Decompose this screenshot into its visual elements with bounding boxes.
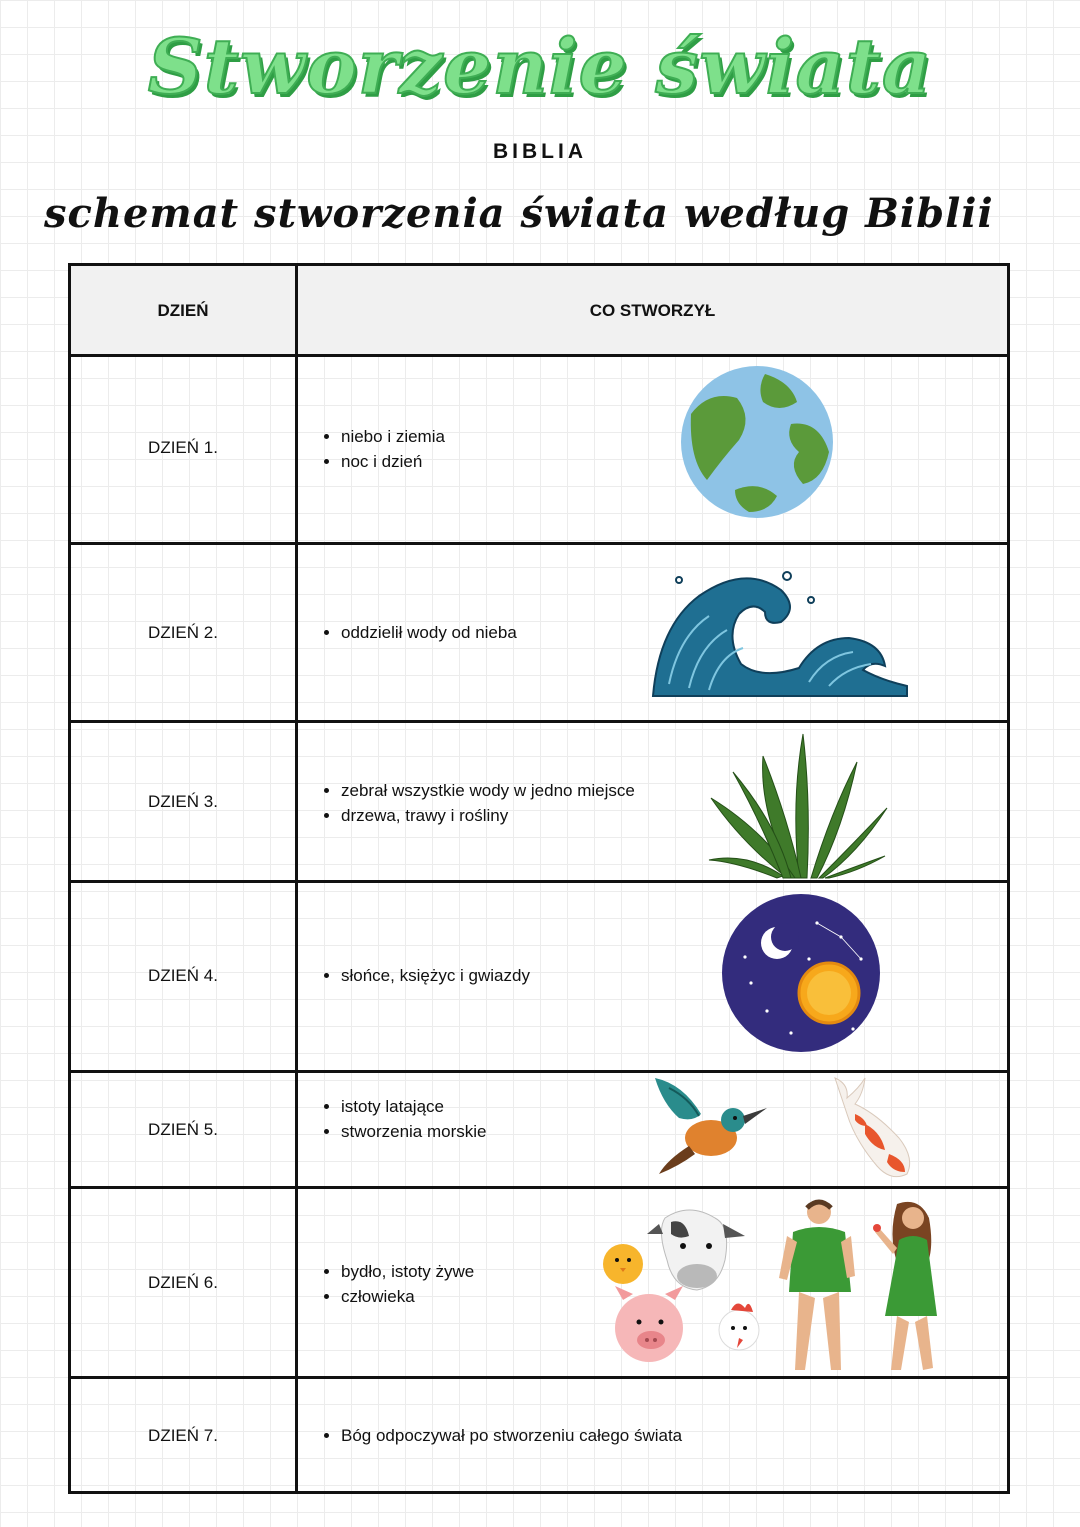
list-item: • stworzenia morskie xyxy=(341,1119,487,1144)
day-label-4: DZIEŃ 4. xyxy=(148,966,218,985)
creation-table xyxy=(68,263,1010,1494)
day-label-2: DZIEŃ 2. xyxy=(148,623,218,642)
list-item: • zebrał wszystkie wody w jedno miejsce xyxy=(341,778,635,803)
day-label-6: DZIEŃ 6. xyxy=(148,1273,218,1292)
items-day-4 xyxy=(321,963,530,988)
fish-icon xyxy=(825,1074,921,1182)
list-item: • noc i dzień xyxy=(341,449,445,474)
items-day-5 xyxy=(321,1094,487,1144)
plant-icon xyxy=(707,732,891,880)
list-item: • drzewa, trawy i rośliny xyxy=(341,803,635,828)
list-item: • bydło, istoty żywe xyxy=(341,1259,474,1284)
section-heading: schemat stworzenia świata według Biblii xyxy=(44,190,994,237)
header-day: DZIEŃ xyxy=(157,301,209,320)
list-item: • słońce, księżyc i gwiazdy xyxy=(341,963,530,988)
page-subtitle: BIBLIA xyxy=(493,140,587,163)
list-item: • Bóg odpoczywał po stworzeniu całego świata xyxy=(341,1423,682,1448)
night-sky-icon xyxy=(721,893,881,1053)
items-day-6 xyxy=(321,1259,474,1309)
items-day-3 xyxy=(321,778,635,828)
day-label-3: DZIEŃ 3. xyxy=(148,792,218,811)
page-title: Stworzenie świata xyxy=(147,22,933,111)
farm-animals-icon xyxy=(599,1200,765,1370)
day-label-7: DZIEŃ 7. xyxy=(148,1426,218,1445)
list-item: • istoty latające xyxy=(341,1094,487,1119)
list-item: • oddzielił wody od nieba xyxy=(341,620,517,645)
day-label-5: DZIEŃ 5. xyxy=(148,1120,218,1139)
list-item: • człowieka xyxy=(341,1284,474,1309)
items-day-1 xyxy=(321,424,445,474)
adam-eve-icon xyxy=(779,1198,949,1372)
earth-icon xyxy=(679,362,835,522)
bird-icon xyxy=(649,1074,769,1180)
day-label-1: DZIEŃ 1. xyxy=(148,438,218,457)
items-day-7 xyxy=(321,1423,682,1448)
items-day-2 xyxy=(321,620,517,645)
list-item: • niebo i ziemia xyxy=(341,424,445,449)
header-created: CO STWORZYŁ xyxy=(589,301,716,320)
wave-icon xyxy=(649,556,911,698)
